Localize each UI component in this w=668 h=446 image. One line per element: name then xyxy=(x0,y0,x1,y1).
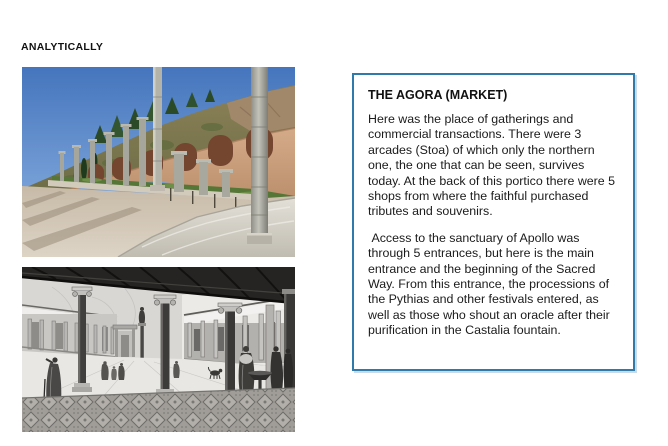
engraving-drawing xyxy=(22,267,295,432)
photo-agora-ruins xyxy=(22,67,295,257)
info-box-title: THE AGORA (MARKET) xyxy=(368,88,508,102)
info-box-paragraph-1: Here was the place of gatherings and commercial transactions. There were 3 arcades (Stoa) of which only the northern one, the one that can be seen, survives today. At the back of this portico there were 5 shops from where the faithful purchased tributes and souvenirs. xyxy=(368,112,619,219)
info-box xyxy=(352,73,635,371)
photo-agora-ruins-drawing xyxy=(22,67,295,257)
engraving-agora-reconstruction xyxy=(22,267,295,432)
page-title: ANALYTICALLY xyxy=(21,41,104,53)
info-box-paragraph-2: Access to the sanctuary of Apollo was through 5 entrances, but here is the main entrance and the beginning of the Sacred Way. From this entrance, the processions of the Pythias and other festivals entered, as well as those who shout an oracle after their purification in the Castalia fountain. xyxy=(368,230,614,338)
